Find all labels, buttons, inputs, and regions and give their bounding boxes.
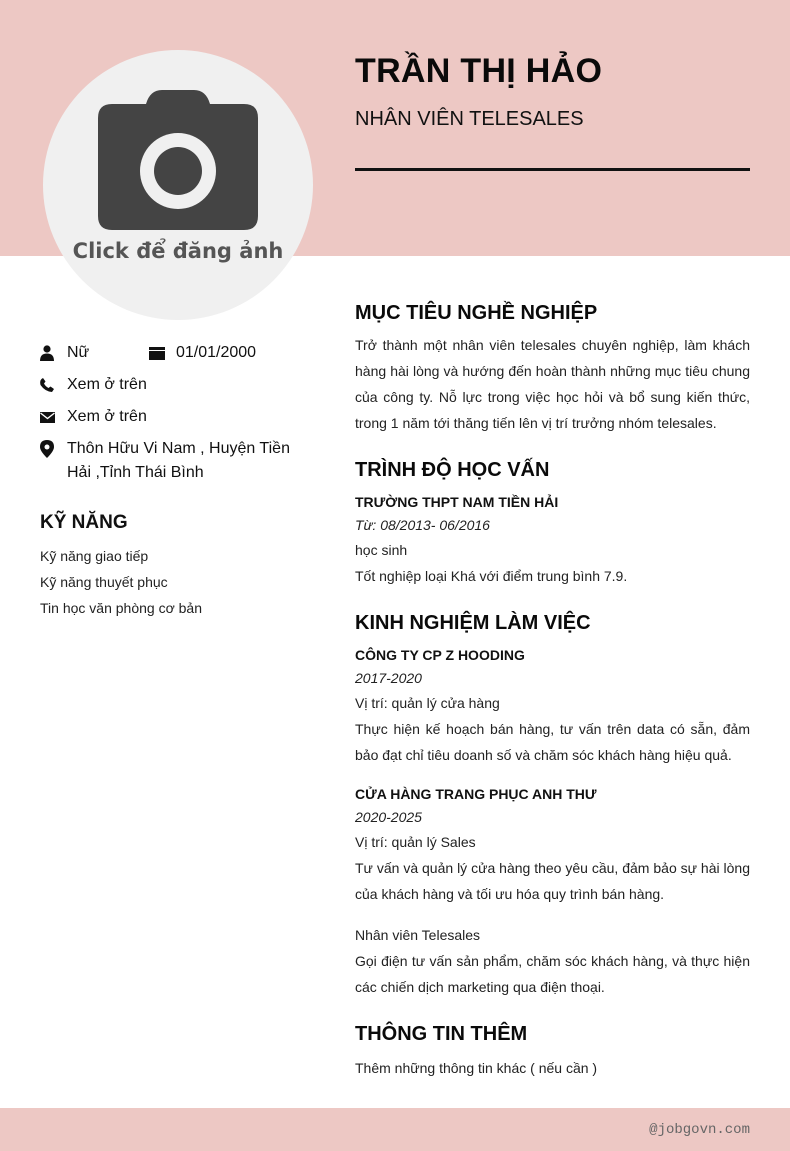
candidate-name: TRẦN THỊ HẢO	[355, 52, 603, 90]
email-row	[40, 405, 317, 429]
job-role: Vị trí: quản lý cửa hàng	[355, 695, 500, 711]
address-value: Thôn Hữu Vi Nam , Huyện Tiền Hải ,Tỉnh Thái Bình	[67, 440, 290, 481]
job-period: 2020-2025	[355, 809, 422, 825]
candidate-position: NHÂN VIÊN TELESALES	[355, 108, 584, 130]
skills-heading: KỸ NĂNG	[40, 512, 128, 533]
phone-value: Xem ở trên	[67, 376, 147, 393]
email-value: Xem ở trên	[67, 408, 147, 425]
birthday-value: 01/01/2000	[176, 344, 257, 361]
location-pin-icon	[40, 437, 67, 461]
phone-row	[40, 373, 317, 397]
job-company: CÔNG TY CP Z HOODING	[355, 647, 525, 663]
education-role: học sinh	[355, 542, 408, 558]
job-detail: Thực hiện kế hoạch bán hàng, tư vấn trên data có sẵn, đảm bảo đạt chỉ tiêu doanh số và chăm sóc khách hàng hiệu quả.	[355, 721, 750, 763]
photo-upload-label: Click để đăng ảnh	[72, 239, 284, 263]
photo-upload[interactable]	[43, 50, 313, 320]
job-company: CỬA HÀNG TRANG PHỤC ANH THƯ	[355, 786, 597, 802]
objective-text: Trở thành một nhân viên telesales chuyên nghiệp, làm khách hàng hài lòng và hướng đến hoàn thành những mục tiêu chung của công ty. Nỗ lực trong việc học hỏi và bổ sung kiến thức, trong 1 năm tới thăng tiến lên vị trí trưởng nhóm telesales.	[355, 337, 750, 431]
additional-heading: THÔNG TIN THÊM	[355, 1023, 528, 1045]
skill-item: Kỹ năng giao tiếp	[40, 548, 149, 564]
mail-icon	[40, 405, 67, 429]
education-detail: Tốt nghiệp loại Khá với điểm trung bình 7.9.	[355, 568, 628, 584]
title-divider	[355, 168, 750, 171]
additional-text: Thêm những thông tin khác ( nếu cần )	[355, 1060, 598, 1076]
job-detail: Tư vấn và quản lý cửa hàng theo yêu cầu, đảm bảo sự hài lòng của khách hàng và tối ưu hóa quy trình bán hàng.	[355, 860, 750, 902]
gender-value: Nữ	[67, 344, 90, 361]
job-role: Nhân viên Telesales	[355, 927, 481, 943]
skill-item: Kỹ năng thuyết phục	[40, 574, 168, 590]
person-icon	[40, 341, 67, 365]
job-role: Vị trí: quản lý Sales	[355, 834, 476, 850]
calendar-icon	[149, 341, 176, 365]
job-detail: Gọi điện tư vấn sản phẩm, chăm sóc khách hàng, và thực hiện các chiến dịch marketing qua điện thoại.	[355, 953, 750, 995]
footer-watermark: @jobgovn.com	[649, 1122, 750, 1138]
job-period: 2017-2020	[355, 670, 422, 686]
camera-icon	[98, 90, 258, 230]
school-name: TRƯỜNG THPT NAM TIỀN HẢI	[355, 494, 559, 510]
gender-row	[40, 341, 256, 365]
experience-heading: KINH NGHIỆM LÀM VIỆC	[355, 612, 591, 634]
education-heading: TRÌNH ĐỘ HỌC VẤN	[355, 459, 550, 481]
education-period: Từ: 08/2013- 06/2016	[355, 517, 490, 533]
phone-icon	[40, 373, 67, 397]
objective-heading: MỤC TIÊU NGHỀ NGHIỆP	[355, 302, 598, 324]
address-row	[40, 437, 317, 485]
skill-item: Tin học văn phòng cơ bản	[40, 600, 202, 616]
